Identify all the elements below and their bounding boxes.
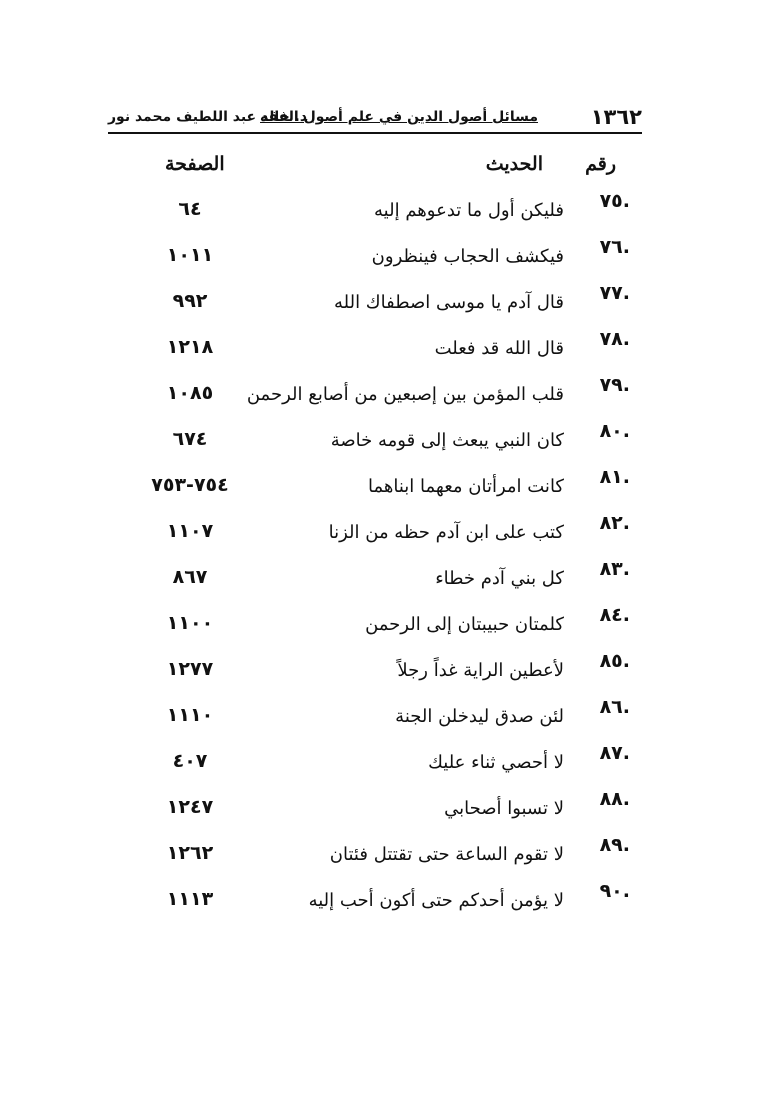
entry-text: لئن صدق ليدخلن الجنة [395,706,564,727]
entry-page: ١١٠٧ [166,520,214,542]
list-item [100,190,660,238]
list-item [100,880,660,928]
list-item [100,420,660,468]
list-item [100,512,660,560]
author-name: د. خالد عبد اللطيف محمد نور [108,109,308,125]
entry-page: ١١٠٠ [166,612,214,634]
entry-number: .٧٦ [599,236,630,258]
entry-page: ٨٦٧ [172,566,208,588]
entry-text: قال آدم يا موسى اصطفاك الله [333,292,564,313]
column-header-number: رقم [585,153,616,175]
column-header-hadith: الحديث [485,153,543,175]
entry-text: قال الله قد فعلت [434,338,564,359]
entry-page: ١٢٤٧ [166,796,214,818]
list-item [100,742,660,790]
page-number: ١٣٦٢ [590,105,642,129]
entry-page: ١٢٧٧ [166,658,214,680]
list-item [100,466,660,514]
entry-number: .٨٩ [599,834,630,856]
entry-number: .٨٦ [599,696,630,718]
entry-number: .٨٣ [599,558,630,580]
entry-text: لا تسبوا أصحابي [444,798,564,819]
entry-number: .٨٠ [599,420,630,442]
entry-number: .٧٨ [599,328,630,350]
entry-page: ١١١٣ [166,888,214,910]
entry-number: .٧٩ [599,374,630,396]
entry-number: .٩٠ [599,880,630,902]
entry-text: كلمتان حبيبتان إلى الرحمن [365,614,564,635]
list-item [100,650,660,698]
entry-number: .٧٧ [599,282,630,304]
entry-page: ٩٩٢ [172,290,208,312]
entry-page: ٧٥٤-٧٥٣ [151,474,229,496]
entry-number: .٨١ [599,466,630,488]
entry-page: ١٠٨٥ [166,382,214,404]
entry-number: .٨٢ [599,512,630,534]
list-item [100,558,660,606]
entry-page: ٦٧٤ [172,428,208,450]
entry-text: كتب على ابن آدم حظه من الزنا [328,522,564,543]
entry-page: ٦٤ [178,198,202,220]
entry-text: فليكن أول ما تدعوهم إليه [374,200,564,221]
list-item [100,604,660,652]
entry-page: ٤٠٧ [172,750,208,772]
entry-number: .٨٥ [599,650,630,672]
entry-text: لا أحصي ثناء عليك [428,752,564,773]
entry-text: لا تقوم الساعة حتى تقتتل فئتان [329,844,564,865]
entry-text: قلب المؤمن بين إصبعين من أصابع الرحمن [246,384,564,405]
entry-text: فيكشف الحجاب فينظرون [371,246,564,267]
list-item [100,834,660,882]
list-item [100,788,660,836]
entry-page: ١٢١٨ [166,336,214,358]
entry-text: لا يؤمن أحدكم حتى أكون أحب إليه [308,890,564,911]
entry-text: كانت امرأتان معهما ابناهما [367,476,564,497]
entry-text: كل بني آدم خطاء [435,568,564,589]
list-item [100,374,660,422]
entry-page: ١١١٠ [166,704,214,726]
list-item [100,328,660,376]
entry-text: لأعطين الراية غداً رجلاً [397,660,564,681]
book-title: مسائل أصول الدين في علم أصول الفقه [260,109,538,125]
list-item [100,282,660,330]
entry-number: .٨٨ [599,788,630,810]
entry-page: ١٢٦٢ [166,842,214,864]
entry-number: .٨٧ [599,742,630,764]
list-item [100,696,660,744]
entry-page: ١٠١١ [166,244,214,266]
column-header-page: الصفحة [165,153,225,175]
entry-number: .٨٤ [599,604,630,626]
list-item [100,236,660,284]
entry-text: كان النبي يبعث إلى قومه خاصة [330,430,564,451]
entry-number: .٧٥ [599,190,630,212]
